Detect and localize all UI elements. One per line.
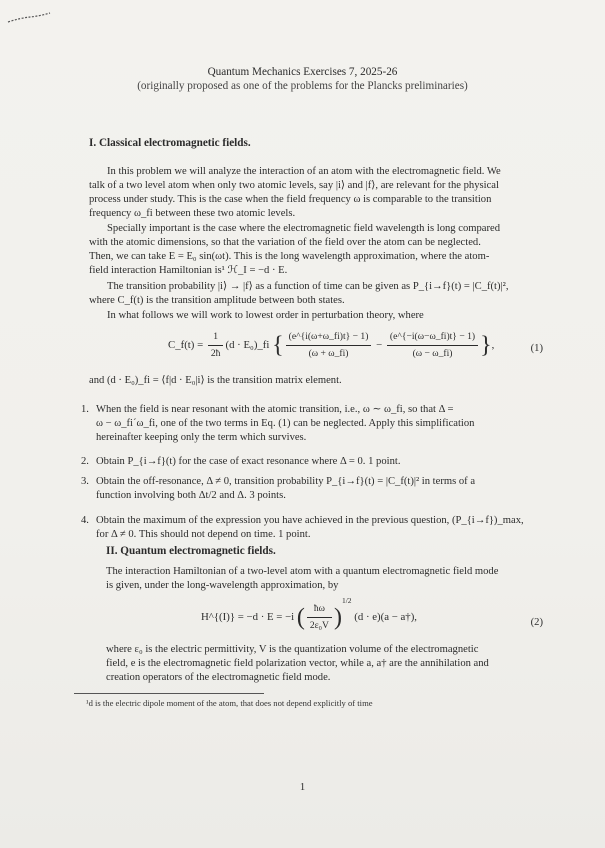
text-line: Obtain P_{i→f}(t) for the case of exact resonance where Δ = 0. 1 point. xyxy=(96,456,401,467)
equation-number: (2) xyxy=(530,617,543,628)
text-line: talk of a two level atom when only two atomic levels, say |i⟩ and |f⟩, are relevant for the physical xyxy=(89,179,499,191)
fraction-numerator: (e^{i(ω+ω_fi)t} − 1) xyxy=(286,330,372,346)
text-line: is given, under the long-wavelength approximation, by xyxy=(106,579,339,591)
paragraph xyxy=(89,280,549,308)
text-line: field interaction Hamiltonian is¹ ℋ_I = −d · E. xyxy=(89,264,288,276)
paragraph xyxy=(89,165,549,221)
list-item-number: 2. xyxy=(81,456,89,467)
pen-mark xyxy=(6,12,52,26)
left-paren: ( xyxy=(296,604,305,631)
fraction xyxy=(307,602,332,633)
paragraph xyxy=(106,643,546,685)
list-item xyxy=(81,475,544,503)
list-item xyxy=(81,403,544,445)
list-item-number: 1. xyxy=(81,404,89,415)
text-line: ω − ω_fi´ω_fi, one of the two terms in Eq. (1) can be neglected. Apply this simplification xyxy=(96,417,475,429)
text-line: Obtain the off-resonance, Δ ≠ 0, transition probability P_{i→f}(t) = |C_f(t)|² in terms of a xyxy=(96,476,476,487)
text-line: The interaction Hamiltonian of a two-level atom with a quantum electromagnetic field mode xyxy=(106,566,499,577)
fraction-numerator: (e^{−i(ω−ω_fi)t} − 1) xyxy=(387,330,478,346)
fraction xyxy=(387,330,478,361)
text-line: where ε₀ is the electric permittivity, V is the quantization volume of the electromagnetic xyxy=(106,644,479,655)
equation-1: C_f(t) = $\frac{1}{2ħ}$ (d · E₀)_fi { $\frac{(e\^{}\{i(\omega+\omega\_fi)t\} - 1)}{(\omega + \omega\_fi)}$ − $\frac{(e\^{}\{-i(\omega-\omega\_fi)t\} - 1)}{(\omega - \omega\_fi)}$ }, xyxy=(168,331,495,359)
document-title: Quantum Mechanics Exercises 7, 2025-26 xyxy=(207,66,398,78)
text-line: hereinafter keeping only the term which survives. xyxy=(96,431,307,443)
equation-2 xyxy=(201,596,418,642)
text-line: When the field is near resonant with the atomic transition, i.e., ω ∼ ω_fi, so that Δ = xyxy=(96,404,454,415)
text-line: where C_f(t) is the transition amplitude between both states. xyxy=(89,294,345,306)
text-line: process under study. This is the case when the field frequency ω is comparable to the transition xyxy=(89,193,492,205)
matrix-element: (d · E₀)_fi xyxy=(225,338,270,351)
equation-number: (1) xyxy=(530,343,543,354)
text-line: In what follows we will work to lowest order in perturbation theory, where xyxy=(107,310,424,321)
list-item-number: 4. xyxy=(81,515,89,526)
section-heading-2: II. Quantum electromagnetic fields. xyxy=(106,545,276,557)
equation-lhs: H^{(I)} = −d · E = −i xyxy=(201,610,295,623)
fraction-numerator: 1 xyxy=(208,330,224,346)
list-item xyxy=(81,455,544,469)
text-line: field, e is the electromagnetic field polarization vector, while a, a† are the annihilation and xyxy=(106,657,489,669)
text-line: and (d · E₀)_fi = ⟨f|d · E₀|i⟩ is the transition matrix element. xyxy=(89,375,342,386)
right-brace: } xyxy=(480,332,492,359)
list-item-number: 3. xyxy=(81,476,89,487)
text-line: creation operators of the electromagnetic field mode. xyxy=(106,671,331,683)
text-line: for Δ ≠ 0. This should not depend on time. 1 point. xyxy=(96,528,311,540)
page-number: 1 xyxy=(299,782,306,793)
text-line: In this problem we will analyze the interaction of an atom with the electromagnetic field. We xyxy=(107,166,501,177)
text-line: Then, we can take E = E₀ sin(ωt). This is the long wavelength approximation, where the atom- xyxy=(89,250,490,262)
equation-rhs: (d · e)(a − a†), xyxy=(354,610,418,623)
fraction-numerator: ħω xyxy=(307,602,332,618)
fraction xyxy=(208,330,224,361)
text-line: Obtain the maximum of the expression you have achieved in the previous question, (P_{i→f})_max, xyxy=(96,515,524,526)
document-subtitle: (originally proposed as one of the problems for the Plancks preliminaries) xyxy=(137,80,468,92)
fraction-denominator: 2ħ xyxy=(210,347,221,359)
section-heading-1: I. Classical electromagnetic fields. xyxy=(89,137,251,149)
text-line: frequency ω_fi between these two atomic levels. xyxy=(89,207,296,219)
text-line: function involving both Δt/2 and Δ. 3 points. xyxy=(96,489,286,501)
fraction xyxy=(286,330,372,361)
exponent: 1/2 xyxy=(341,596,352,606)
minus-sign: − xyxy=(376,338,383,351)
left-brace: { xyxy=(272,332,284,359)
equation-lhs: C_f(t) = xyxy=(168,338,206,351)
fraction-denominator: (ω − ω_fi) xyxy=(412,347,453,359)
right-paren: ) xyxy=(333,604,342,631)
text-line: The transition probability |i⟩ → |f⟩ as a function of time can be given as P_{i→f}(t) = |C_f(t)|², xyxy=(107,281,509,292)
paragraph xyxy=(89,222,549,278)
footnote-rule xyxy=(74,693,264,694)
fraction-denominator: 2ε₀V xyxy=(309,619,329,631)
paragraph xyxy=(106,565,546,593)
fraction-denominator: (ω + ω_fi) xyxy=(308,347,349,359)
text-line: Specially important is the case where the electromagnetic field wavelength is long compared xyxy=(107,223,501,234)
footnote: ¹d is the electric dipole moment of the atom, that does not depend explicitly of time xyxy=(86,698,373,708)
text-line: with the atomic dimensions, so that the variation of the field over the atom can be neglected. xyxy=(89,236,481,248)
list-item xyxy=(81,514,544,542)
